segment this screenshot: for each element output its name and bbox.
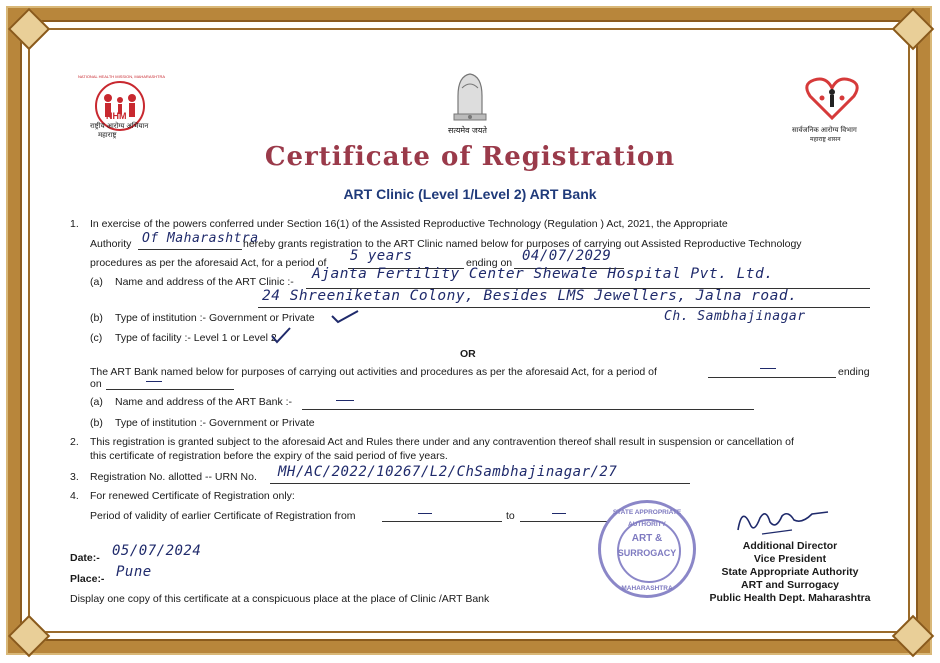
item-2-line-2: this certificate of registration before the expiry of the said period of five years.	[90, 450, 448, 462]
display-note: Display one copy of this certificate at a conspicuous place at the place of Clinic /ART Bank	[70, 593, 490, 605]
signatory-block	[690, 540, 890, 605]
item-3-number: 3.	[70, 471, 79, 483]
ending-on-label: ending on	[466, 257, 513, 269]
item-1a-label: (a)	[90, 276, 103, 288]
item-1c-label: (c)	[90, 332, 103, 344]
health-dept-logo	[790, 74, 870, 150]
signatory-line-5: Public Health Dept. Maharashtra	[709, 592, 871, 604]
date-label: Date:-	[70, 552, 100, 564]
signatory-line-3: State Appropriate Authority	[721, 566, 859, 578]
official-seal	[598, 500, 696, 598]
urn-value: MH/AC/2022/10267/L2/ChSambhajinagar/27	[278, 464, 618, 480]
item-1-line-2: hereby grants registration to the ART Clinic named below for purposes of carrying out Assisted Reproductive Technology	[243, 238, 802, 250]
seal-center-2: SURROGACY	[617, 548, 677, 558]
nhm-subtitle-2: महाराष्ट्र	[98, 132, 117, 139]
item-1-line-1: In exercise of the powers conferred under Section 16(1) of the Assisted Reproductive Technology (Regulation ) Act, 2021, the Appropriate	[90, 218, 728, 230]
authority-label: Authority	[90, 238, 132, 250]
signature-scribble	[732, 500, 832, 540]
renewal-heading: For renewed Certificate of Registration only:	[90, 490, 295, 502]
national-emblem	[440, 66, 500, 138]
bank-institution-type: Type of institution :- Government or Private	[115, 417, 315, 429]
validity-from-underline	[382, 521, 502, 522]
health-dept-name: सार्वजनिक आरोग्य विभाग	[792, 127, 857, 134]
nhm-subtitle: राष्ट्रीय आरोग्य अभियान	[90, 123, 149, 130]
urn-underline	[270, 483, 690, 484]
clinic-name-label: Name and address of the ART Clinic :-	[115, 276, 294, 288]
item-4-number: 4.	[70, 490, 79, 502]
place-label: Place:-	[70, 573, 105, 585]
signatory-line-1: Additional Director	[742, 540, 838, 552]
level2-tick-icon	[270, 326, 292, 344]
bank-period-dash	[760, 368, 776, 369]
private-tick-icon	[330, 308, 360, 324]
period-value: 5 years	[350, 248, 413, 264]
bank-period-underline	[708, 377, 836, 378]
clinic-address-value: 24 Shreeniketan Colony, Besides LMS Jewellers, Jalna road.	[262, 288, 798, 304]
clinic-city-value: Ch. Sambhajinagar	[664, 309, 806, 324]
validity-to-underline	[520, 521, 608, 522]
item-2-number: 2.	[70, 436, 79, 448]
item-1-number: 1.	[70, 218, 79, 230]
seal-bottom-text: MAHARASHTRA	[621, 585, 673, 592]
bank-b-label: (b)	[90, 417, 103, 429]
authority-underline	[138, 249, 242, 250]
nhm-ring-text: NATIONAL HEALTH MISSION, MAHARASHTRA	[78, 74, 166, 79]
certificate-title: Certificate of Registration	[264, 142, 676, 172]
facility-type-text: Type of facility :- Level 1 or Level 2.	[115, 332, 280, 344]
item-2-line-1: This registration is granted subject to the aforesaid Act and Rules there under and any contravention thereof shall result in suspension or cancellation of	[90, 436, 794, 448]
urn-label: Registration No. allotted -- URN No.	[90, 471, 257, 483]
validity-from-dash	[418, 513, 432, 514]
validity-period-label: Period of validity of earlier Certificate of Registration from	[90, 510, 356, 522]
clinic-name-value: Ajanta Fertility Center Shewale Hospital Pvt. Ltd.	[312, 266, 774, 282]
place-value: Pune	[116, 564, 152, 580]
heart-family-icon	[802, 74, 862, 122]
or-separator: OR	[460, 348, 476, 360]
validity-to-dash	[552, 513, 566, 514]
bank-on-label: on	[90, 378, 102, 390]
bank-line-1: The ART Bank named below for purposes of carrying out activities and procedures as per the aforesaid Act, for a period of	[90, 366, 657, 378]
item-1b-label: (b)	[90, 312, 103, 324]
bank-on-dash	[146, 381, 162, 382]
certificate-subtitle: ART Clinic (Level 1/Level 2) ART Bank	[343, 186, 597, 202]
signatory-line-4: ART and Surrogacy	[740, 579, 840, 591]
bank-name-label: Name and address of the ART Bank :-	[115, 396, 293, 408]
bank-on-underline	[106, 389, 234, 390]
nhm-label: NHM	[106, 111, 127, 121]
bank-name-underline	[302, 409, 754, 410]
ending-value: 04/07/2029	[522, 248, 612, 264]
emblem-motto: सत्यमेव जयते	[448, 126, 487, 135]
lion-capital-icon	[440, 66, 500, 124]
seal-center-1: ART &	[631, 533, 663, 544]
item-1-line-3: procedures as per the aforesaid Act, for a period of	[90, 257, 327, 269]
institution-type-text: Type of institution :- Government or Private	[115, 312, 315, 324]
authority-value: Of Maharashtra	[142, 231, 259, 246]
validity-to-label: to	[506, 510, 515, 522]
seal-ring-text: STATE APPROPRIATE AUTHORITY	[612, 509, 682, 528]
date-value: 05/07/2024	[112, 543, 202, 559]
bank-name-dash	[336, 400, 354, 401]
health-dept-subtitle: महाराष्ट्र शासन	[810, 137, 841, 143]
bank-a-label: (a)	[90, 396, 103, 408]
bank-ending-label: ending	[838, 366, 870, 378]
signatory-line-2: Vice President	[753, 553, 827, 565]
